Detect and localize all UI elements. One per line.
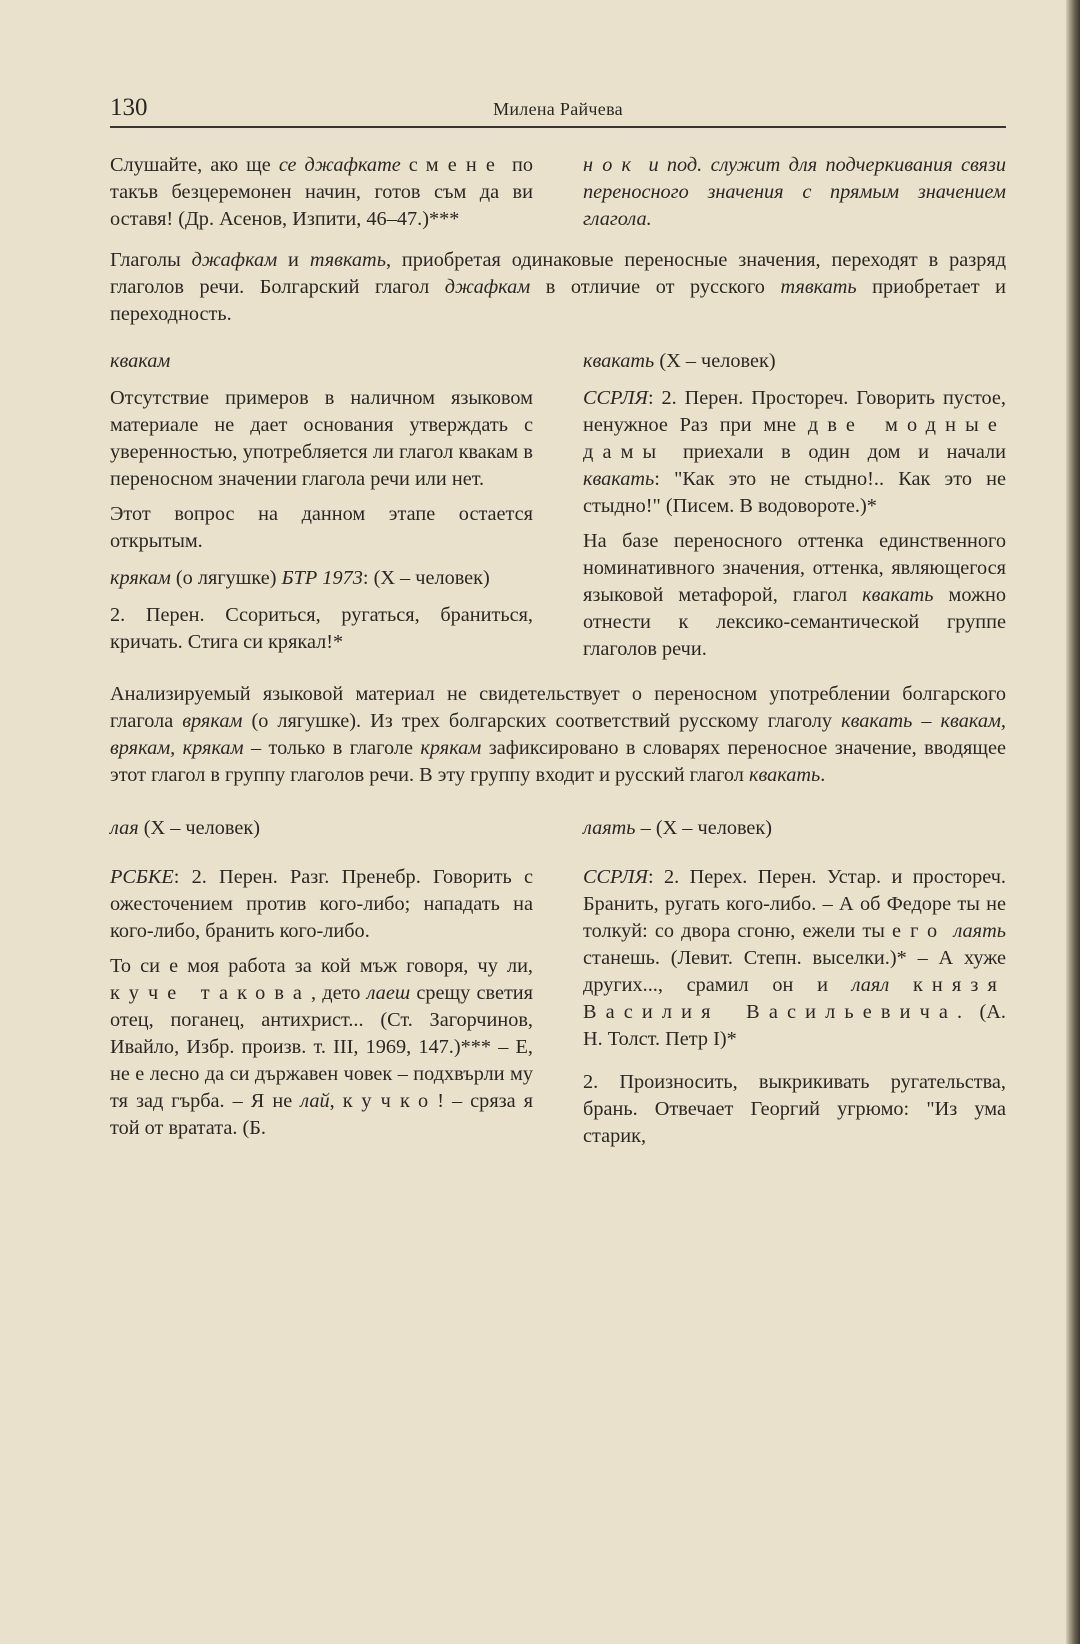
page-edge-shadow — [1066, 0, 1080, 1644]
right-column — [583, 152, 1006, 233]
two-column-block-1 — [110, 152, 1006, 233]
russian-note: нок и под. служит для подчеркивания связи переносного значения с прямым значением глагола. — [583, 154, 1006, 230]
paragraph-dzhafkam: Глаголы джафкам и тявкать, приобретая одинаковые переносные значения, переходят в разряд глаголов речи. Болгарский глагол джафкам в отличие от русского тявкать приобретает и переходность. — [110, 249, 1007, 325]
running-head — [110, 88, 1006, 124]
kvakam-note-2: Этот вопрос на данном этапе остается открытым. — [110, 503, 533, 552]
laya-definition: РСБКЕ: 2. Перен. Разг. Пренебр. Говорить с ожесточением против кого-либо; нападать на кого-либо, бранить кого-либо. — [110, 866, 533, 942]
right-column — [583, 864, 1006, 1150]
header-rule — [110, 126, 1006, 128]
layat-definition-2: 2. Произносить, выкрикивать ругательства, брань. Отвечает Георгий угрюмо: "Из ума старик, — [583, 1071, 1006, 1147]
left-column — [110, 152, 533, 233]
right-column — [583, 815, 1006, 842]
page-number: 130 — [110, 94, 148, 121]
bulgarian-example: Слушайте, ако ще се джафкате с мене по такъв безцеремонен начин, готов съм да ви оставя! (Др. Асенов, Изпити, 46–47.)*** — [110, 154, 533, 230]
running-title: Милена Райчева — [493, 99, 623, 119]
kvakat-analysis: На базе переносного оттенка единственного номинативного значения, оттенка, являющегося языковой метафорой, глагол квакать можно отнести к лексико-семантической группе глаголов речи. — [583, 530, 1006, 660]
kryakam-definition: 2. Перен. Ссориться, ругаться, браниться, кричать. Стига си крякал!* — [110, 604, 533, 653]
laya-examples: То си е моя работа за кой мъж говоря, чу ли, куче такова, дето лаеш срещу светия отец, поганец, антихрист... (Ст. Загорчинов, Ивайло, Избр. произв. т. III, 1969, 147.)*** – Е, не е лесно да си държавен човек – подхвърли му тя зад гърба. – Я не лай, кучко! – сряза я той от вратата. (Б. — [110, 955, 534, 1139]
two-column-block-4 — [110, 864, 1006, 1150]
headword-kvakat: квакать (Х – человек) — [583, 350, 776, 372]
kvakat-definition: ССРЛЯ: 2. Перен. Простореч. Говорить пустое, ненужное Раз при мне две модные дамы приехали в один дом и начали квакать: "Как это не стыдно!.. Как это не стыдно!" (Писем. В водовороте.)* — [583, 387, 1007, 517]
right-column — [583, 348, 1006, 663]
left-column — [110, 864, 533, 1150]
left-column — [110, 348, 533, 663]
kvakam-note: Отсутствие примеров в наличном языковом материале не дает основания утверждать с уверенностью, употребляется ли глагол квакам в переносном значении глагола речи или нет. — [110, 387, 533, 490]
headword-row — [110, 815, 1006, 842]
book-page — [110, 88, 1006, 1150]
headword-kvakam: квакам — [110, 350, 171, 372]
layat-definition: ССРЛЯ: 2. Перех. Перен. Устар. и простореч. Бранить, ругать кого-либо. – А об Федоре ты не толкуй: со двора сгоню, ежели ты его лаять станешь. (Левит. Степн. выселки.)* – А хуже других..., срамил он и лаял князя Василия Васильевича. (А. Н. Толст. Петр I)* — [583, 866, 1006, 1050]
left-column — [110, 815, 533, 842]
paragraph-analysis: Анализируемый языковой материал не свидетельствует о переносном употреблении болгарского глагола врякам (о лягушке). Из трех болгарских соответствий русскому глаголу квакать – квакам, врякам, крякам – только в глаголе крякам зафиксировано в словарях переносное значение, вводящее этот глагол в группу глаголов речи. В эту группу входит и русский глагол квакать. — [110, 683, 1006, 786]
headword-kryakam: крякам (о лягушке) БТР 1973: (Х – человек) — [110, 567, 490, 589]
headword-layat: лаять – (Х – человек) — [583, 817, 773, 839]
headword-laya: лая (Х – человек) — [110, 817, 260, 839]
two-column-block-2 — [110, 348, 1006, 663]
